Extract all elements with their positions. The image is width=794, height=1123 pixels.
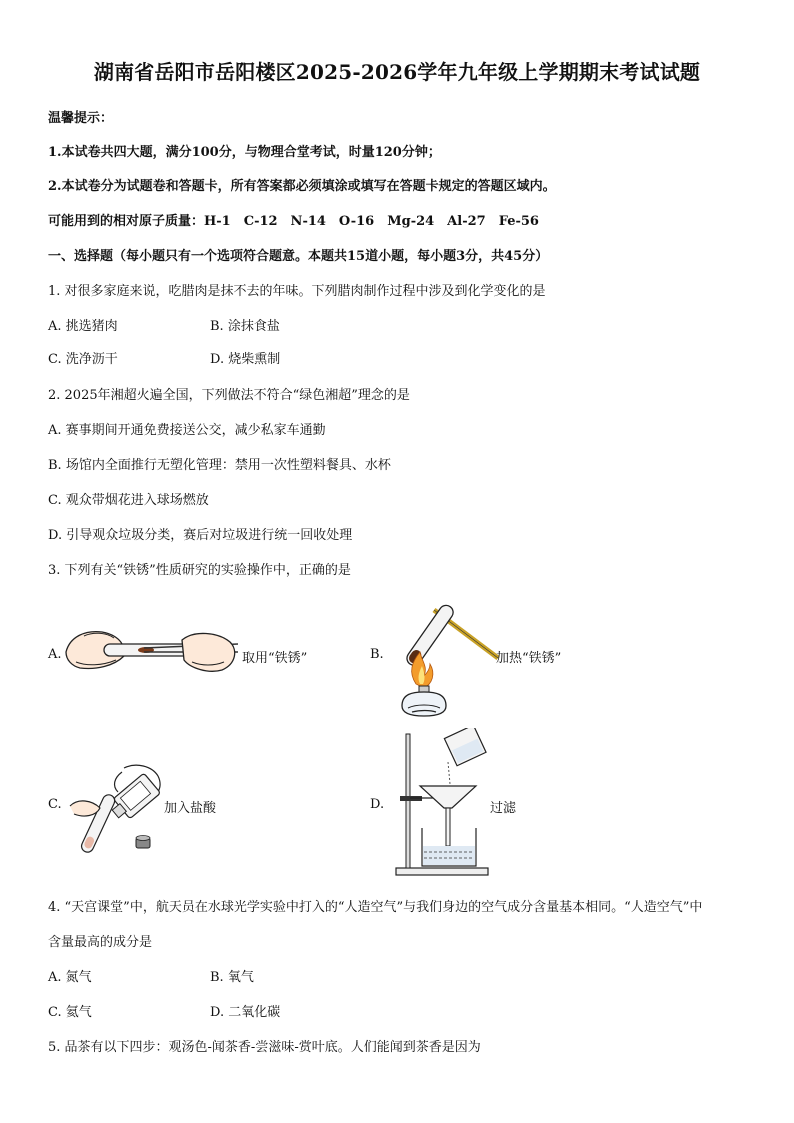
q3-option-a-caption: 取用“铁锈”	[242, 651, 308, 666]
q4-option-c: C. 氦气	[48, 1005, 92, 1020]
q2-option-b: B. 场馆内全面推行无塑化管理：禁用一次性塑料餐具、水杯	[48, 458, 391, 473]
q3-option-a-letter: A.	[48, 647, 62, 662]
q1-option-b: B. 涂抹食盐	[210, 319, 280, 334]
question-3-stem: 3. 下列有关“铁锈”性质研究的实验操作中，正确的是	[48, 563, 351, 578]
q3-option-d-letter: D.	[370, 797, 385, 812]
atomic-mass-line: 可能用到的相对原子质量：H-1 C-12 N-14 O-16 Mg-24 Al-27 Fe-56	[48, 214, 539, 229]
tip-2: 2.本试卷分为试题卷和答题卡，所有答案都必须填涂或填写在答题卡规定的答题区域内。	[48, 179, 556, 194]
q4-option-b: B. 氧气	[210, 970, 254, 985]
q2-option-a: A. 赛事期间开通免费接送公交，减少私家车通勤	[48, 423, 326, 438]
heating-test-tube-figure	[390, 592, 500, 718]
q2-option-d: D. 引导观众垃圾分类，赛后对垃圾进行统一回收处理	[48, 528, 353, 543]
question-4-stem-line1: 4. “天宫课堂”中，航天员在水球光学实验中打入的“人造空气”与我们身边的空气成分含量基本相同。“人造空气”中	[48, 900, 703, 915]
page-title: 湖南省岳阳市岳阳楼区2025-2026学年九年级上学期期末考试试题	[93, 60, 701, 84]
pouring-hydrochloric-acid-figure	[66, 758, 166, 868]
section-heading: 一、选择题（每小题只有一个选项符合题意。本题共15道小题，每小题3分，共45分）	[48, 249, 549, 264]
q3-option-d-caption: 过滤	[490, 801, 517, 816]
tweezers-test-tube-figure	[62, 622, 240, 680]
tip-1: 1.本试卷共四大题，满分100分，与物理合堂考试，时量120分钟；	[48, 145, 441, 160]
question-2-stem: 2. 2025年湘超火遍全国，下列做法不符合“绿色湘超”理念的是	[48, 388, 410, 403]
q3-option-c-caption: 加入盐酸	[164, 801, 217, 816]
question-5-stem: 5. 品茶有以下四步：观汤色-闻茶香-尝滋味-赏叶底。人们能闻到茶香是因为	[48, 1040, 481, 1055]
question-4-stem-line2: 含量最高的成分是	[48, 935, 153, 950]
q4-option-a: A. 氮气	[48, 970, 92, 985]
q3-option-b-letter: B.	[370, 647, 384, 662]
q1-option-a: A. 挑选猪肉	[48, 319, 118, 334]
q1-option-d: D. 烧柴熏制	[210, 352, 281, 367]
q1-option-c: C. 洗净沥干	[48, 352, 118, 367]
filtration-apparatus-figure	[392, 728, 492, 878]
q2-option-c: C. 观众带烟花进入球场燃放	[48, 493, 209, 508]
q3-option-c-letter: C.	[48, 797, 62, 812]
q3-option-b-caption: 加热“铁锈”	[496, 651, 562, 666]
q4-option-d: D. 二氧化碳	[210, 1005, 281, 1020]
tips-heading: 温馨提示：	[48, 111, 114, 126]
question-1-stem: 1. 对很多家庭来说，吃腊肉是抹不去的年味。下列腊肉制作过程中涉及到化学变化的是	[48, 284, 546, 299]
